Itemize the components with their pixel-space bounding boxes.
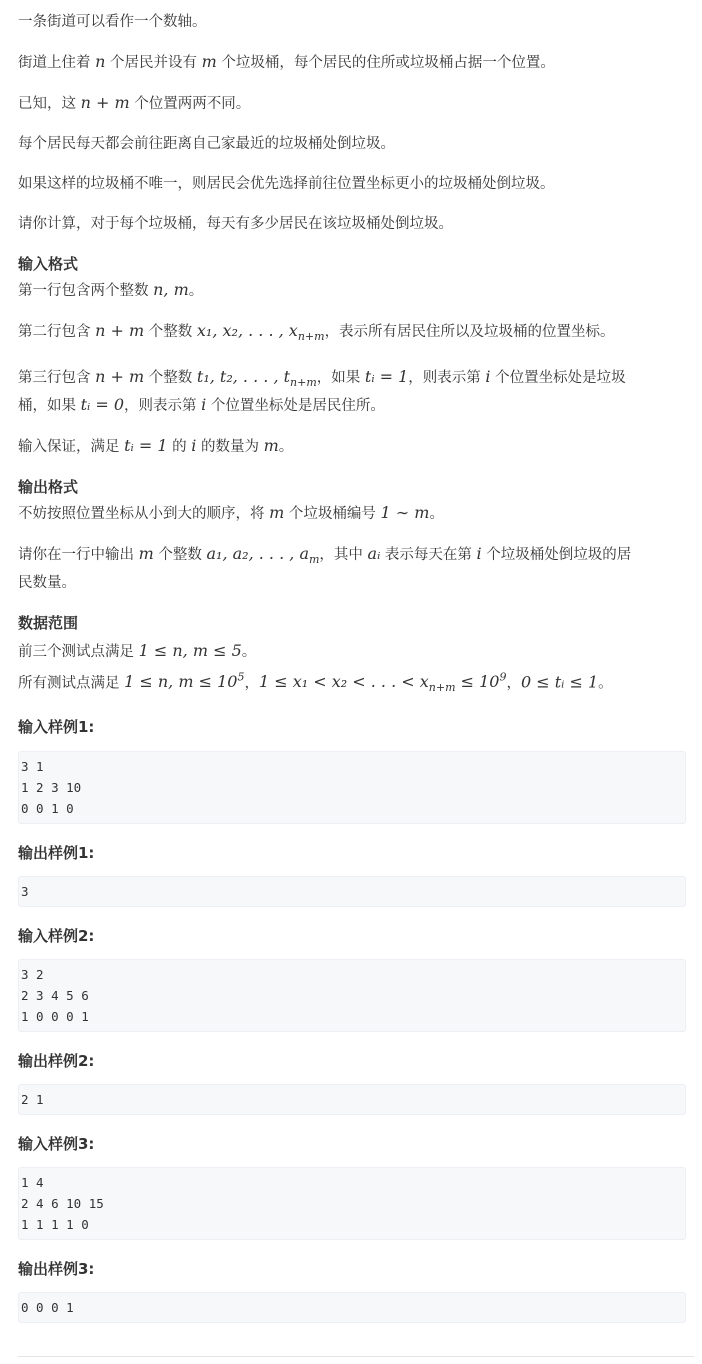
sample-output-1-title: 输出样例1: [18,844,95,863]
problem-statement [18,0,694,1323]
data-range-line-1: 前三个测试点满足 1 ≤ n, m ≤ 5。 [18,640,257,660]
sample-input-1-code[interactable]: 3 1 1 2 3 10 0 0 1 0 [18,751,686,824]
sample-input-1-title: 输入样例1: [18,718,95,737]
input-format-line-2: 第二行包含 n + m 个整数 x₁, x₂, . . . , $x_{n+m}$，表示所有居民住所以及垃圾桶的位置坐标。 [18,321,615,344]
description-line-6: 请你计算，对于每个垃圾桶，每天有多少居民在该垃圾桶处倒垃圾。 [18,216,453,232]
bottom-divider [18,1356,694,1357]
sample-output-3-title: 输出样例3: [18,1260,95,1279]
data-range-title: 数据范围 [18,613,79,632]
input-format-line-3: 第三行包含 n + m 个整数 t₁, t₂, . . . , $t_{n+m}$，如果 tᵢ = 1，则表示第 i 个位置坐标处是垃圾 桶，如果 tᵢ = 0，则表示第 i 个位置坐标处是居民住所。 [18,367,626,415]
description-line-3: 已知，这 n + m 个位置两两不同。 [18,93,251,112]
description-line-1: 一条街道可以看作一个数轴。 [18,14,207,30]
sample-output-2-title: 输出样例2: [18,1052,95,1071]
output-format-line-1: 不妨按照位置坐标从小到大的顺序，将 m 个垃圾桶编号 1 ∼ m。 [18,503,444,523]
description-line-2: 街道上住着 n 个居民并设有 m 个垃圾桶，每个居民的住所或垃圾桶占据一个位置。 [18,52,555,71]
output-format-line-2: 请你在一行中输出 m 个整数 a₁, a₂, . . . , $a_m$，其中 aᵢ 表示每天在第 i 个垃圾桶处倒垃圾的居 民数量。 [18,544,632,591]
sample-output-2-code[interactable]: 2 1 [18,1084,686,1115]
description-line-4: 每个居民每天都会前往距离自己家最近的垃圾桶处倒垃圾。 [18,136,395,152]
sample-input-3-code[interactable]: 1 4 2 4 6 10 15 1 1 1 1 0 [18,1167,686,1240]
input-format-title: 输入格式 [18,255,79,273]
sample-input-3-title: 输入样例3: [18,1135,95,1154]
input-format-line-1: 第一行包含两个整数 n, m。 [18,280,204,299]
sample-input-2-code[interactable]: 3 2 2 3 4 5 6 1 0 0 0 1 [18,959,686,1032]
input-format-line-4: 输入保证，满足 tᵢ = 1 的 i 的数量为 m。 [18,436,294,456]
sample-input-2-title: 输入样例2: [18,927,95,946]
output-format-title: 输出格式 [18,478,79,497]
sample-output-3-code[interactable]: 0 0 0 1 [18,1292,686,1323]
data-range-line-2: 所有测试点满足 1 ≤ n, $m \le 10^5$，1 ≤ x₁ < x₂ < . . . < $x_{n+m} \le 10^9$，0 ≤ tᵢ ≤ 1。 [18,670,613,695]
description-line-5: 如果这样的垃圾桶不唯一，则居民会优先选择前往位置坐标更小的垃圾桶处倒垃圾。 [18,176,555,192]
sample-output-1-code[interactable]: 3 [18,876,686,907]
